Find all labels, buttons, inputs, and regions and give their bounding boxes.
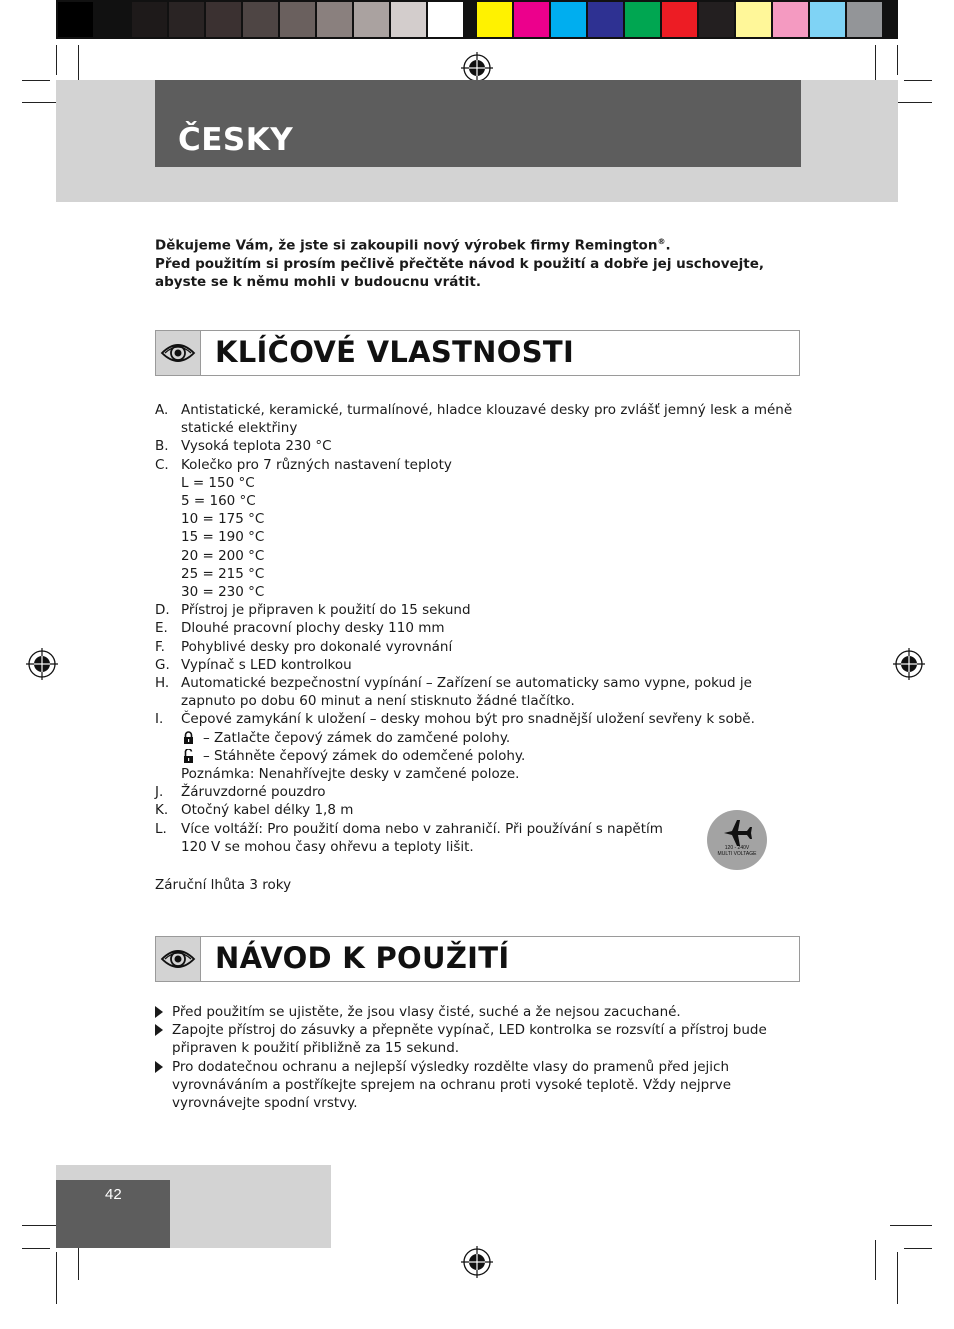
feature-text: Vypínač s LED kontrolkou: [181, 656, 352, 673]
section-header-instructions: [155, 936, 800, 982]
section-title: KLÍČOVÉ VLASTNOSTI: [215, 335, 575, 369]
registration-mark-icon: [893, 648, 925, 680]
color-swatch: [514, 2, 549, 37]
feature-text: L = 150 °C: [181, 474, 255, 491]
bullet-arrow-icon: [155, 1024, 163, 1036]
feature-text: – Zatlačte čepový zámek do zamčené polohy.: [203, 729, 511, 746]
feature-text: zapnuto po dobu 60 minut a není stisknuto žádné tlačítko.: [181, 693, 575, 710]
feature-text: 30 = 230 °C: [181, 584, 265, 600]
feature-text: 25 = 215 °C: [181, 565, 265, 582]
intro-line-2: Před použitím si prosím pečlivě přečtěte návod k použití a dobře jej uschovejte,: [155, 256, 765, 272]
feature-text: Poznámka: Nenahřívejte desky v zamčené poloze.: [181, 766, 520, 782]
feature-text: 10 = 175 °C: [181, 511, 265, 528]
feature-letter: J.: [155, 784, 164, 801]
feature-text: statické elektřiny: [181, 420, 298, 437]
feature-letter: K.: [155, 802, 169, 819]
feature-letter: L.: [155, 820, 167, 837]
color-swatch: [810, 2, 845, 37]
feature-letter: G.: [155, 656, 170, 673]
crop-mark: [56, 45, 57, 75]
warranty-text: Záruční lhůta 3 roky: [155, 877, 292, 893]
feature-letter: I.: [155, 711, 164, 728]
feature-text: 5 = 160 °C: [181, 493, 256, 509]
color-swatch: [58, 2, 93, 37]
color-swatch: [699, 2, 734, 37]
feature-text: Čepové zamykání k uložení – desky mohou být pro snadnější uložení sevřeny k sobě.: [181, 711, 755, 728]
feature-text: Antistatické, keramické, turmalínové, hladce klouzavé desky pro zvlášť jemný lesk a méně: [181, 402, 793, 418]
multi-voltage-label: [707, 845, 767, 857]
feature-letter: C.: [155, 456, 169, 473]
color-swatch: [132, 2, 167, 37]
feature-text: Vysoká teplota 230 °C: [181, 438, 332, 455]
instruction-text: Zapojte přístroj do zásuvky a přepněte vypínač, LED kontrolka se rozsvítí a přístroj bude: [172, 1022, 767, 1039]
feature-text: Dlouhé pracovní plochy desky 110 mm: [181, 620, 445, 637]
color-swatch: [206, 2, 241, 37]
crop-mark: [904, 80, 932, 81]
intro-line-3: abyste se k němu mohli v budoucnu vrátit.: [155, 274, 482, 290]
instruction-text: vyrovnávejte spodní vrstvy.: [172, 1095, 358, 1111]
lock-closed-icon: [183, 731, 194, 745]
color-swatch: [477, 2, 512, 37]
color-swatch: [428, 2, 463, 37]
color-swatch: [243, 2, 278, 37]
page-number: 42: [105, 1186, 122, 1203]
color-swatch: [95, 2, 130, 37]
crop-mark: [56, 1252, 57, 1304]
instruction-text: připraven k použití přibližně za 15 sekund.: [172, 1040, 460, 1057]
multi-voltage-badge: [707, 810, 767, 870]
color-swatch: [773, 2, 808, 37]
section-header-features: [155, 330, 800, 376]
color-calibration-bar: [56, 0, 898, 39]
lock-open-icon: [183, 749, 194, 764]
crop-mark: [904, 1248, 932, 1249]
feature-letter: E.: [155, 620, 168, 637]
crop-mark: [897, 45, 898, 75]
badge-voltage-range: 120 - 240V: [724, 845, 750, 851]
feature-letter: A.: [155, 402, 169, 418]
feature-letter: B.: [155, 438, 169, 455]
color-swatch: [169, 2, 204, 37]
feature-text: – Stáhněte čepový zámek do odemčené polohy.: [203, 747, 526, 764]
color-swatch: [317, 2, 352, 37]
color-swatch: [625, 2, 660, 37]
crop-mark: [22, 80, 50, 81]
feature-letter: F.: [155, 638, 165, 655]
feature-text: Přístroj je připraven k použití do 15 sekund: [181, 602, 471, 619]
feature-text: 20 = 200 °C: [181, 547, 265, 564]
feature-text: 15 = 190 °C: [181, 529, 265, 546]
registration-mark-icon: [461, 1246, 493, 1278]
crop-mark: [22, 1248, 50, 1249]
feature-text: Více voltáží: Pro použití doma nebo v zahraničí. Při používání s napětím: [181, 820, 663, 837]
feature-text: 120 V se mohou časy ohřevu a teploty lišit.: [181, 838, 474, 855]
color-swatch: [588, 2, 623, 37]
feature-letter: D.: [155, 602, 170, 619]
color-swatch: [847, 2, 882, 37]
intro-line-1: Děkujeme Vám, že jste si zakoupili nový výrobek firmy Remington®.: [155, 237, 671, 254]
registration-mark-icon: [26, 648, 58, 680]
color-swatch: [736, 2, 771, 37]
color-swatch: [280, 2, 315, 37]
eye-icon: [156, 331, 201, 375]
badge-multi-voltage: MULTI VOLTAGE: [717, 851, 757, 857]
crop-mark: [897, 1252, 898, 1304]
crop-mark: [890, 1225, 932, 1226]
color-swatch: [551, 2, 586, 37]
section-title: NÁVOD K POUŽITÍ: [215, 941, 510, 975]
feature-letter: H.: [155, 675, 170, 691]
bullet-arrow-icon: [155, 1006, 163, 1018]
color-swatch: [354, 2, 389, 37]
feature-text: Otočný kabel délky 1,8 m: [181, 802, 354, 819]
feature-text: Automatické bezpečnostní vypínání – Zařízení se automaticky samo vypne, pokud je: [181, 675, 752, 691]
feature-text: Pohyblivé desky pro dokonalé vyrovnání: [181, 638, 453, 655]
color-swatch: [465, 2, 475, 37]
feature-text: Žáruvzdorné pouzdro: [181, 784, 326, 801]
eye-icon: [156, 937, 201, 981]
crop-mark: [875, 1240, 876, 1280]
feature-text: Kolečko pro 7 různých nastavení teploty: [181, 456, 452, 473]
instruction-text: Pro dodatečnou ochranu a nejlepší výsledky rozdělte vlasy do pramenů před jejich: [172, 1058, 730, 1075]
color-swatch: [391, 2, 426, 37]
bullet-arrow-icon: [155, 1061, 163, 1073]
instruction-text: vyrovnáváním a postříkejte sprejem na ochranu proti vysoké teplotě. Vždy nejprve: [172, 1076, 732, 1093]
page-title: ČESKY: [178, 122, 294, 158]
color-swatch: [662, 2, 697, 37]
instruction-text: Před použitím se ujistěte, že jsou vlasy čisté, suché a že nejsou zacuchané.: [172, 1004, 681, 1020]
